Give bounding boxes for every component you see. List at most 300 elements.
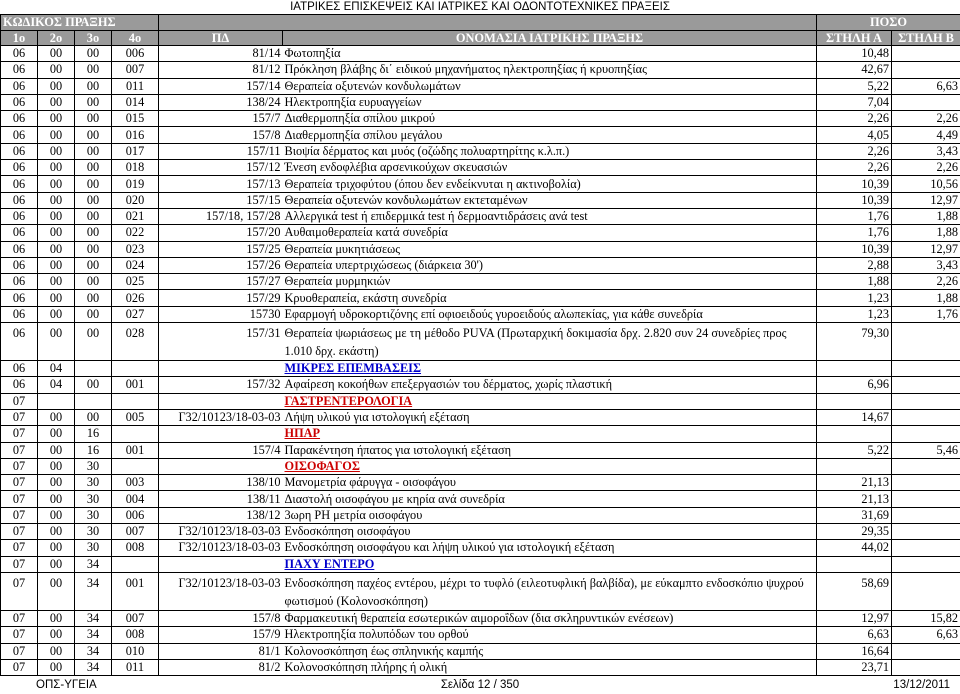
amount-b-cell: 4,49: [892, 127, 960, 143]
code-4-cell: 006: [112, 46, 159, 62]
code-1-cell: 06: [1, 361, 38, 377]
section-row: [1, 393, 960, 409]
code-4-cell: 021: [112, 208, 159, 224]
amount-a-cell: [817, 393, 892, 409]
code-1-cell: 07: [1, 524, 38, 540]
code-3-cell: 30: [75, 458, 112, 474]
amount-a-cell: 31,69: [817, 507, 892, 523]
procedure-name-cell: Θεραπεία οξυτενών κονδυλωμάτων: [283, 78, 817, 94]
amount-a-cell: 2,88: [817, 257, 892, 273]
code-2-cell: 00: [38, 46, 75, 62]
code-2-cell: 00: [38, 507, 75, 523]
procedure-name-cell: Ενδοσκόπηση οισοφάγου: [283, 524, 817, 540]
code-2-cell: 00: [38, 160, 75, 176]
code-3-cell: 30: [75, 507, 112, 523]
pd-reference-cell: 157/14: [159, 78, 283, 94]
pd-reference-cell: 138/24: [159, 94, 283, 110]
table-row: [1, 643, 960, 659]
amount-b-cell: 5,46: [892, 442, 960, 458]
table-row: [1, 143, 960, 159]
code-4-cell: 007: [112, 62, 159, 78]
code-4-cell: [112, 426, 159, 442]
code-2-cell: 00: [38, 627, 75, 643]
code-3-cell: 00: [75, 409, 112, 425]
table-row: [1, 78, 960, 94]
amount-b-cell: 6,63: [892, 627, 960, 643]
code-1-cell: 06: [1, 241, 38, 257]
section-row: [1, 426, 960, 442]
pd-reference-cell: [159, 361, 283, 377]
amount-b-cell: [892, 475, 960, 491]
amount-b-cell: 1,76: [892, 306, 960, 322]
code-3-cell: 00: [75, 274, 112, 290]
pd-reference-cell: 157/29: [159, 290, 283, 306]
code-group-header: ΚΩΔΙΚΟΣ ΠΡΑΞΗΣ: [1, 15, 159, 31]
code-1-cell: 06: [1, 62, 38, 78]
pd-reference-cell: 81/2: [159, 659, 283, 675]
code-4-cell: 022: [112, 225, 159, 241]
code-1-cell: 07: [1, 409, 38, 425]
table-row: [1, 610, 960, 626]
code-1-cell: 06: [1, 323, 38, 361]
amount-a-cell: 1,76: [817, 208, 892, 224]
code-3-cell: 00: [75, 377, 112, 393]
code-2-cell: 00: [38, 208, 75, 224]
procedure-name-cell: Ενδοσκόπηση οισοφάγου και λήψη υλικού για ιστολογική εξέταση: [283, 540, 817, 556]
amount-b-cell: [892, 643, 960, 659]
col-header-2: 2ο: [38, 30, 75, 46]
pd-reference-cell: 138/10: [159, 475, 283, 491]
code-4-cell: 010: [112, 643, 159, 659]
code-2-cell: 00: [38, 491, 75, 507]
amount-b-cell: 6,63: [892, 78, 960, 94]
code-1-cell: 06: [1, 290, 38, 306]
code-2-cell: 00: [38, 610, 75, 626]
code-4-cell: 004: [112, 491, 159, 507]
pd-reference-cell: 157/18, 157/28: [159, 208, 283, 224]
procedure-name-cell: Εφαρμογή υδροκορτιζόνης επί οφιοειδούς γυροειδούς αλωπεκίας, για κάθε συνεδρία: [283, 306, 817, 322]
amount-b-cell: 2,26: [892, 274, 960, 290]
amount-b-cell: 3,43: [892, 257, 960, 273]
amount-b-cell: [892, 62, 960, 78]
code-4-cell: [112, 458, 159, 474]
pd-reference-cell: 157/32: [159, 377, 283, 393]
procedure-name-cell: Ηλεκτροπηξία ευρυαγγείων: [283, 94, 817, 110]
pd-reference-cell: 157/15: [159, 192, 283, 208]
code-1-cell: 07: [1, 393, 38, 409]
amount-a-cell: 79,30: [817, 323, 892, 361]
amount-b-cell: 12,97: [892, 241, 960, 257]
amount-a-cell: [817, 426, 892, 442]
table-row: [1, 127, 960, 143]
amount-a-cell: 23,71: [817, 659, 892, 675]
pd-reference-cell: 157/20: [159, 225, 283, 241]
table-row: [1, 409, 960, 425]
code-3-cell: 00: [75, 160, 112, 176]
code-3-cell: 00: [75, 176, 112, 192]
code-3-cell: 00: [75, 306, 112, 322]
code-2-cell: 00: [38, 643, 75, 659]
code-2-cell: 00: [38, 659, 75, 675]
table-row: [1, 274, 960, 290]
code-2-cell: 00: [38, 257, 75, 273]
code-1-cell: 07: [1, 442, 38, 458]
code-4-cell: 027: [112, 306, 159, 322]
amount-a-cell: [817, 361, 892, 377]
table-row: [1, 290, 960, 306]
code-3-cell: 30: [75, 491, 112, 507]
code-3-cell: 00: [75, 208, 112, 224]
procedure-name-cell: Πρόκληση βλάβης δι΄ ειδικού μηχανήματος ηλεκτροπηξίας ή κρυοπηξίας: [283, 62, 817, 78]
table-row: [1, 94, 960, 110]
table-row: [1, 659, 960, 675]
footer-date: 13/12/2011: [893, 679, 950, 691]
pd-reference-cell: 157/13: [159, 176, 283, 192]
amount-a-cell: 10,39: [817, 192, 892, 208]
amount-b-cell: [892, 361, 960, 377]
amount-a-cell: 2,26: [817, 111, 892, 127]
procedure-name-cell: Αυθαιμοθεραπεία κατά συνεδρία: [283, 225, 817, 241]
amount-a-cell: 4,05: [817, 127, 892, 143]
code-3-cell: 30: [75, 524, 112, 540]
section-title: ΜΙΚΡΕΣ ΕΠΕΜΒΑΣΕΙΣ: [283, 361, 817, 377]
amount-a-cell: 58,69: [817, 572, 892, 610]
table-row: [1, 540, 960, 556]
amount-b-cell: [892, 323, 960, 361]
footer-page-number: Σελίδα 12 / 350: [440, 679, 520, 691]
code-2-cell: 00: [38, 78, 75, 94]
amount-b-cell: [892, 524, 960, 540]
procedure-name-cell: Κρυοθεραπεία, εκάστη συνεδρία: [283, 290, 817, 306]
code-1-cell: 07: [1, 659, 38, 675]
procedure-name-cell: 3ωρη PH μετρία οισοφάγου: [283, 507, 817, 523]
code-4-cell: 001: [112, 377, 159, 393]
pd-reference-cell: 81/1: [159, 643, 283, 659]
table-row: [1, 627, 960, 643]
amount-a-cell: 6,63: [817, 627, 892, 643]
amount-a-cell: 10,39: [817, 176, 892, 192]
code-2-cell: 00: [38, 225, 75, 241]
procedure-name-cell: Κολονοσκόπηση έως σπληνικής καμπής: [283, 643, 817, 659]
code-4-cell: 005: [112, 409, 159, 425]
code-4-cell: 008: [112, 627, 159, 643]
table-row: [1, 208, 960, 224]
code-3-cell: 34: [75, 627, 112, 643]
code-3-cell: 34: [75, 643, 112, 659]
amount-b-cell: 2,26: [892, 160, 960, 176]
table-row: [1, 46, 960, 62]
code-4-cell: 008: [112, 540, 159, 556]
pd-reference-cell: 138/11: [159, 491, 283, 507]
code-1-cell: 07: [1, 507, 38, 523]
table-row: [1, 524, 960, 540]
code-1-cell: 06: [1, 111, 38, 127]
amount-a-cell: 14,67: [817, 409, 892, 425]
section-title: ΟΙΣΟΦΑΓΟΣ: [283, 458, 817, 474]
code-3-cell: 00: [75, 290, 112, 306]
amount-b-cell: 10,56: [892, 176, 960, 192]
code-2-cell: 00: [38, 62, 75, 78]
procedure-name-cell: Μανομετρία φάρυγγα - οισοφάγου: [283, 475, 817, 491]
amount-b-cell: [892, 491, 960, 507]
procedure-name-cell: Θεραπεία οξυτενών κονδυλωμάτων εκτεταμένων: [283, 192, 817, 208]
code-1-cell: 07: [1, 426, 38, 442]
code-1-cell: 07: [1, 627, 38, 643]
code-2-cell: 00: [38, 143, 75, 159]
amount-a-cell: 10,48: [817, 46, 892, 62]
pd-reference-cell: 138/12: [159, 507, 283, 523]
code-2-cell: 00: [38, 176, 75, 192]
amount-b-cell: 12,97: [892, 192, 960, 208]
amount-b-cell: [892, 507, 960, 523]
code-1-cell: 07: [1, 643, 38, 659]
code-2-cell: 00: [38, 274, 75, 290]
code-3-cell: 00: [75, 111, 112, 127]
procedure-name-cell: Θεραπεία μυρμηκιών: [283, 274, 817, 290]
code-4-cell: 006: [112, 507, 159, 523]
table-row: [1, 491, 960, 507]
amount-b-cell: [892, 393, 960, 409]
amount-a-cell: 5,22: [817, 442, 892, 458]
code-1-cell: 07: [1, 475, 38, 491]
amount-b-cell: 1,88: [892, 208, 960, 224]
code-1-cell: 06: [1, 127, 38, 143]
amount-b-cell: [892, 377, 960, 393]
code-4-cell: 017: [112, 143, 159, 159]
code-2-cell: 00: [38, 290, 75, 306]
pd-reference-cell: 157/25: [159, 241, 283, 257]
pd-reference-cell: [159, 393, 283, 409]
code-4-cell: 026: [112, 290, 159, 306]
code-2-cell: 00: [38, 426, 75, 442]
header-row-1: [1, 15, 960, 31]
col-header-pd: ΠΔ: [159, 30, 283, 46]
amount-b-cell: 3,43: [892, 143, 960, 159]
pd-reference-cell: [159, 426, 283, 442]
code-4-cell: [112, 556, 159, 572]
code-2-cell: 04: [38, 377, 75, 393]
amount-b-cell: 1,88: [892, 225, 960, 241]
page-footer: [0, 676, 960, 694]
footer-system-name: ΟΠΣ-ΥΓΕΙΑ: [36, 679, 97, 691]
procedure-name-cell: Ένεση ενδοφλέβια αρσενικούχων σκευασιών: [283, 160, 817, 176]
section-row: [1, 361, 960, 377]
code-4-cell: 023: [112, 241, 159, 257]
procedure-name-cell: Φωτοπηξία: [283, 46, 817, 62]
code-3-cell: 34: [75, 556, 112, 572]
amount-a-cell: 5,22: [817, 78, 892, 94]
code-1-cell: 06: [1, 225, 38, 241]
code-1-cell: 06: [1, 176, 38, 192]
amount-a-cell: 16,64: [817, 643, 892, 659]
amount-b-cell: [892, 94, 960, 110]
pd-reference-cell: Γ32/10123/18-03-03: [159, 524, 283, 540]
code-4-cell: 001: [112, 442, 159, 458]
code-4-cell: 024: [112, 257, 159, 273]
procedure-name-cell: Ενδοσκόπηση παχέος εντέρου, μέχρι το τυφλό (ειλεοτυφλική βαλβίδα), με εύκαμπτο ενδοσκόπιο ψυχρού φωτισμού (Κολονοσκόπηση): [283, 572, 817, 610]
code-2-cell: 04: [38, 361, 75, 377]
code-4-cell: [112, 393, 159, 409]
amount-a-cell: [817, 458, 892, 474]
procedure-name-cell: Αφαίρεση κοκοήθων επεξεργασιών του δέρματος, χωρίς πλαστική: [283, 377, 817, 393]
procedure-name-cell: Θεραπεία τριχοφύτου (όπου δεν ενδείκνυται η ακτινοβολία): [283, 176, 817, 192]
code-4-cell: 019: [112, 176, 159, 192]
code-4-cell: 007: [112, 524, 159, 540]
code-1-cell: 06: [1, 192, 38, 208]
pd-reference-cell: 157/9: [159, 627, 283, 643]
code-4-cell: 011: [112, 659, 159, 675]
code-4-cell: 020: [112, 192, 159, 208]
code-1-cell: 07: [1, 458, 38, 474]
code-1-cell: 07: [1, 556, 38, 572]
procedure-name-cell: Λήψη υλικού για ιστολογική εξέταση: [283, 409, 817, 425]
code-4-cell: 001: [112, 572, 159, 610]
code-1-cell: 06: [1, 208, 38, 224]
code-1-cell: 06: [1, 94, 38, 110]
document-title: ΙΑΤΡΙΚΕΣ ΕΠΙΣΚΕΨΕΙΣ ΚΑΙ ΙΑΤΡΙΚΕΣ ΚΑΙ ΟΔΟΝΤΟΤΕΧΝΙΚΕΣ ΠΡΑΞΕΙΣ: [290, 1, 670, 13]
table-row: [1, 306, 960, 322]
pd-reference-cell: 157/8: [159, 610, 283, 626]
code-3-cell: 00: [75, 323, 112, 361]
amount-b-cell: [892, 659, 960, 675]
pd-reference-cell: Γ32/10123/18-03-03: [159, 409, 283, 425]
table-row: [1, 111, 960, 127]
code-3-cell: 00: [75, 225, 112, 241]
amount-a-cell: 12,97: [817, 610, 892, 626]
code-3-cell: 30: [75, 540, 112, 556]
amount-a-cell: 7,04: [817, 94, 892, 110]
amount-a-cell: 2,26: [817, 143, 892, 159]
code-2-cell: 00: [38, 409, 75, 425]
amount-a-cell: 44,02: [817, 540, 892, 556]
table-row: [1, 160, 960, 176]
code-3-cell: 16: [75, 442, 112, 458]
code-2-cell: 00: [38, 442, 75, 458]
pd-reference-cell: Γ32/10123/18-03-03: [159, 540, 283, 556]
pd-reference-cell: 157/27: [159, 274, 283, 290]
table-row: [1, 572, 960, 610]
amount-a-cell: 1,23: [817, 290, 892, 306]
procedure-name-cell: Διαστολή οισοφάγου με κηρία ανά συνεδρία: [283, 491, 817, 507]
code-1-cell: 06: [1, 306, 38, 322]
code-2-cell: 00: [38, 540, 75, 556]
code-2-cell: 00: [38, 306, 75, 322]
code-4-cell: 003: [112, 475, 159, 491]
code-3-cell: [75, 361, 112, 377]
code-3-cell: 00: [75, 94, 112, 110]
code-3-cell: [75, 393, 112, 409]
amount-a-cell: 1,76: [817, 225, 892, 241]
code-3-cell: 00: [75, 46, 112, 62]
col-header-a: ΣΤΗΛΗ Α: [817, 30, 892, 46]
procedure-name-cell: Θεραπεία υπερτριχώσεως (διάρκεια 30'): [283, 257, 817, 273]
pd-reference-cell: 81/14: [159, 46, 283, 62]
code-2-cell: 00: [38, 94, 75, 110]
table-row: [1, 323, 960, 361]
code-2-cell: 00: [38, 556, 75, 572]
table-row: [1, 507, 960, 523]
pd-reference-cell: 157/7: [159, 111, 283, 127]
procedure-name-cell: Ηλεκτροπηξία πολυπόδων του ορθού: [283, 627, 817, 643]
table-row: [1, 442, 960, 458]
code-3-cell: 34: [75, 572, 112, 610]
amount-b-cell: 15,82: [892, 610, 960, 626]
procedure-name-cell: Διαθερμοπηξία σπίλου μεγάλου: [283, 127, 817, 143]
code-3-cell: 00: [75, 127, 112, 143]
pd-reference-cell: [159, 458, 283, 474]
pd-reference-cell: [159, 556, 283, 572]
code-1-cell: 06: [1, 46, 38, 62]
code-4-cell: 007: [112, 610, 159, 626]
amount-b-cell: 2,26: [892, 111, 960, 127]
procedure-name-cell: Κολονοσκόπηση πλήρης ή ολική: [283, 659, 817, 675]
code-3-cell: 34: [75, 659, 112, 675]
amount-a-cell: [817, 556, 892, 572]
table-row: [1, 257, 960, 273]
code-2-cell: 00: [38, 241, 75, 257]
header-row-2: [1, 30, 960, 46]
code-2-cell: 00: [38, 127, 75, 143]
amount-a-cell: 10,39: [817, 241, 892, 257]
code-4-cell: 015: [112, 111, 159, 127]
section-title: ΓΑΣΤΡΕΝΤΕΡΟΛΟΓΙΑ: [283, 393, 817, 409]
col-header-3: 3ο: [75, 30, 112, 46]
amount-b-cell: [892, 572, 960, 610]
pd-reference-cell: 15730: [159, 306, 283, 322]
pd-reference-cell: 81/12: [159, 62, 283, 78]
code-1-cell: 07: [1, 610, 38, 626]
procedure-name-cell: Αλλεργικά test ή επιδερμικά test ή δερμοαντιδράσεις ανά test: [283, 208, 817, 224]
code-1-cell: 07: [1, 572, 38, 610]
col-header-name: ΟΝΟΜΑΣΙΑ ΙΑΤΡΙΚΗΣ ΠΡΑΞΗΣ: [283, 30, 817, 46]
section-row: [1, 458, 960, 474]
section-title: ΗΠΑΡ: [283, 426, 817, 442]
amount-b-cell: [892, 556, 960, 572]
amount-a-cell: 2,26: [817, 160, 892, 176]
amount-b-cell: [892, 458, 960, 474]
code-3-cell: 00: [75, 62, 112, 78]
code-4-cell: [112, 361, 159, 377]
code-2-cell: 00: [38, 475, 75, 491]
code-2-cell: 00: [38, 111, 75, 127]
code-1-cell: 06: [1, 274, 38, 290]
amount-a-cell: 21,13: [817, 491, 892, 507]
amount-b-cell: [892, 426, 960, 442]
table-row: [1, 176, 960, 192]
pd-reference-cell: 157/4: [159, 442, 283, 458]
procedure-name-cell: Διαθερμοπηξία σπίλου μικρού: [283, 111, 817, 127]
code-3-cell: 16: [75, 426, 112, 442]
amount-a-cell: 6,96: [817, 377, 892, 393]
table-row: [1, 475, 960, 491]
code-1-cell: 06: [1, 377, 38, 393]
amount-b-cell: [892, 409, 960, 425]
section-row: [1, 556, 960, 572]
section-title: ΠΑΧΥ ΕΝΤΕΡΟ: [283, 556, 817, 572]
code-1-cell: 06: [1, 257, 38, 273]
pd-reference-cell: 157/31: [159, 323, 283, 361]
amount-a-cell: 1,88: [817, 274, 892, 290]
code-3-cell: 30: [75, 475, 112, 491]
pd-reference-cell: Γ32/10123/18-03-03: [159, 572, 283, 610]
pd-reference-cell: 157/12: [159, 160, 283, 176]
amount-group-header: ΠΟΣΟ: [817, 15, 960, 31]
col-header-1: 1ο: [1, 30, 38, 46]
code-2-cell: 00: [38, 572, 75, 610]
code-4-cell: 016: [112, 127, 159, 143]
code-4-cell: 028: [112, 323, 159, 361]
code-4-cell: 025: [112, 274, 159, 290]
